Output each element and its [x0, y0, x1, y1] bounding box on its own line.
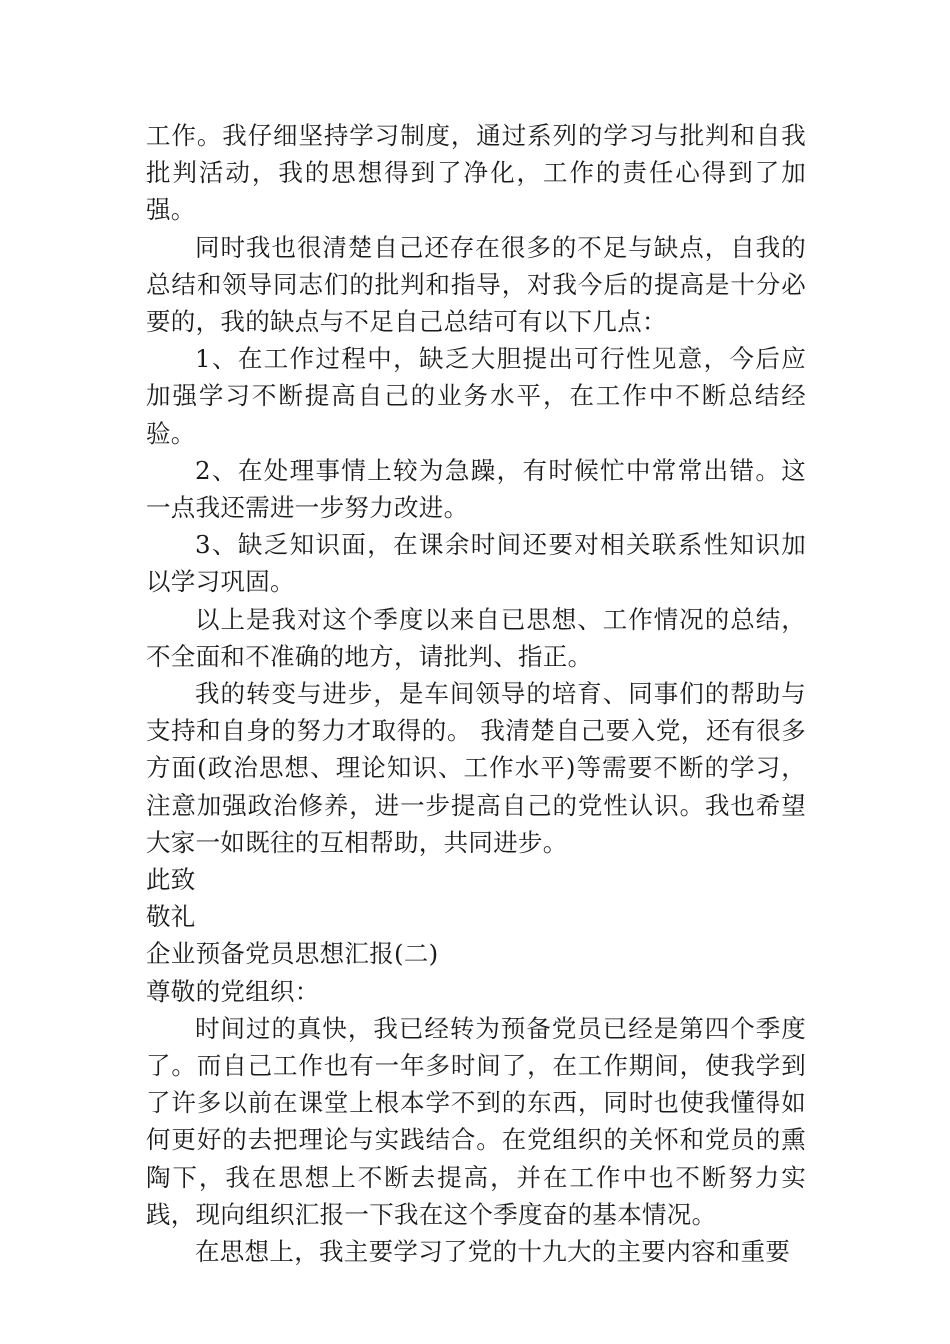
paragraph-summary: 以上是我对这个季度以来自已思想、工作情况的总结，不全面和不准确的地方，请批判、指正。	[146, 604, 806, 671]
list-item-1: 1、在工作过程中，缺乏大胆提出可行性见意，今后应加强学习不断提高自己的业务水平，在工作中不断总结经验。	[146, 344, 806, 448]
list-item-3: 3、缺乏知识面，在课余时间还要对相关联系性知识加以学习巩固。	[146, 530, 806, 597]
document-body	[146, 117, 806, 1270]
list-item-2: 2、在处理事情上较为急躁，有时候忙中常常出错。这一点我还需进一步努力改进。	[146, 455, 806, 523]
section-title: 企业预备党员思想汇报(二)	[146, 939, 439, 969]
closing-regards: 敬礼	[146, 902, 196, 932]
paragraph-shortcomings-intro: 同时我也很清楚自己还存在很多的不足与缺点，自我的总结和领导同志们的批判和指导，对我今后的提高是十分必要的，我的缺点与不足自己总结可有以下几点：	[146, 232, 806, 337]
closing-salutation: 此致	[146, 865, 196, 895]
paragraph-progress: 我的转变与进步，是车间领导的培育、同事们的帮助与支持和自身的努力才取得的。 我清楚自己要入党，还有很多方面(政治思想、理论知识、工作水平)等需要不断的学习，注意加强政治修养，进一步提高自己的党性认识。我也希望大家一如既往的互相帮助，共同进步。	[146, 679, 806, 857]
paragraph-report-intro: 时间过的真快，我已经转为预备党员已经是第四个季度了。而自己工作也有一年多时间了，在工作期间，使我学到了许多以前在课堂上根本学不到的东西，同时也使我懂得如何更好的去把理论与实践结合。在党组织的关怀和党员的熏陶下，我在思想上不断去提高，并在工作中也不断努力实践，现向组织汇报一下我在这个季度奋的基本情况。	[146, 1013, 806, 1229]
paragraph-continuation: 工作。我仔细坚持学习制度，通过系列的学习与批判和自我批判活动，我的思想得到了净化，工作的责任心得到了加强。	[146, 121, 806, 225]
greeting: 尊敬的党组织：	[146, 976, 320, 1006]
paragraph-thought: 在思想上，我主要学习了党的十九大的主要内容和重要	[195, 1237, 791, 1267]
